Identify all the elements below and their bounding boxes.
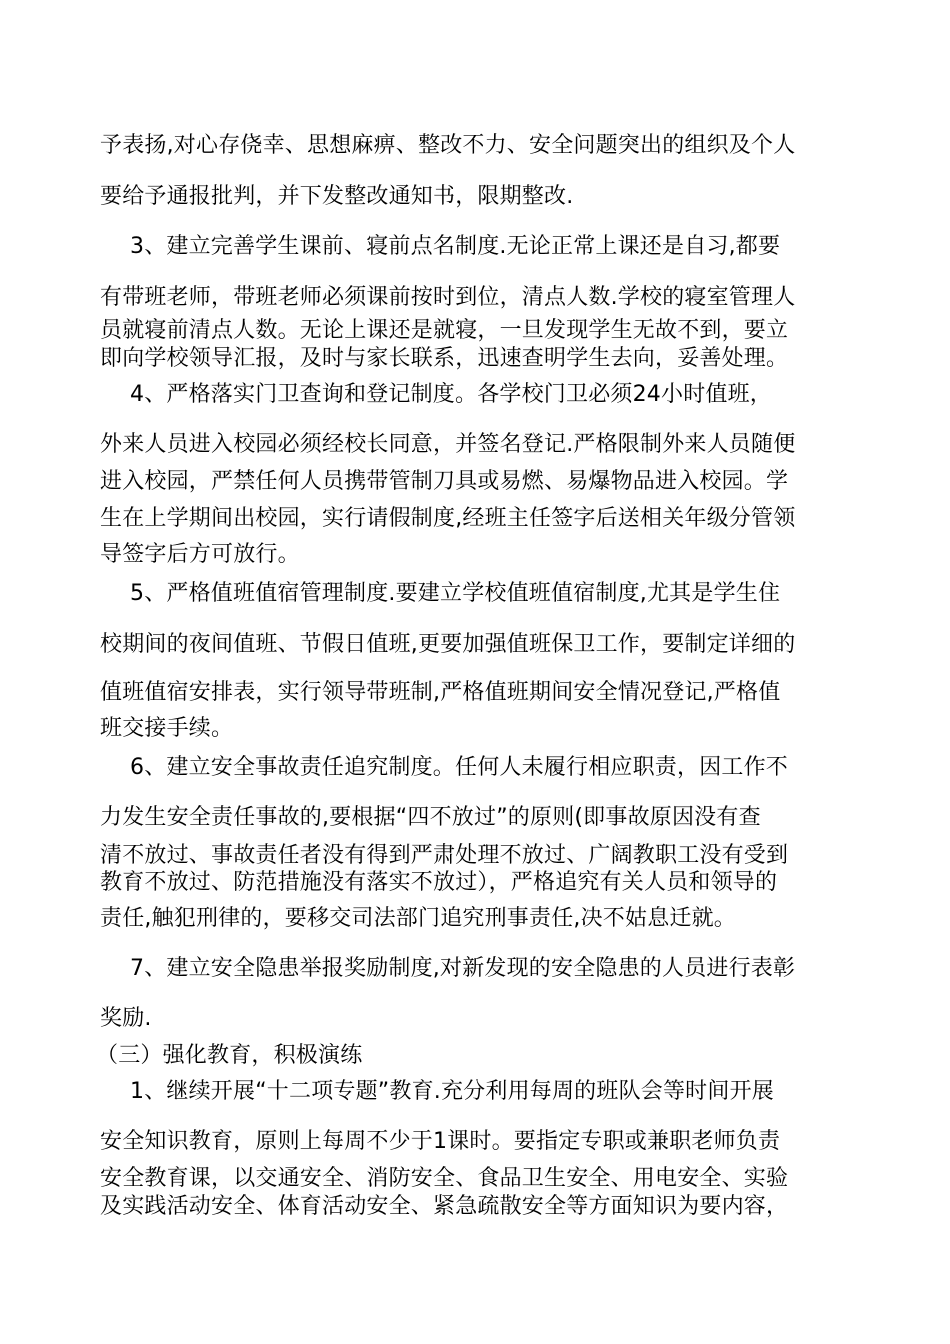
text-line: 责任,触犯刑律的，要移交司法部门追究刑事责任,决不姑息迁就。 — [100, 906, 736, 931]
text-line: 力发生安全责任事故的,要根据“四不放过”的原则(即事故原因没有查 — [100, 805, 761, 830]
text-line: 值班值宿安排表，实行领导带班制,严格值班期间安全情况登记,严格值 — [100, 680, 781, 705]
text-line: 奖励. — [100, 1006, 152, 1031]
text-line: 予表扬,对心存侥幸、思想麻痹、整改不力、安全问题突出的组织及个人 — [100, 133, 796, 158]
text-line: 要给予通报批判，并下发整改通知书，限期整改. — [100, 184, 574, 209]
text-line: 安全知识教育，原则上每周不少于1课时。要指定专职或兼职老师负责 — [100, 1129, 781, 1154]
text-line: 7、建立安全隐患举报奖励制度,对新发现的安全隐患的人员进行表彰 — [130, 956, 796, 981]
text-line: 清不放过、事故责任者没有得到严肃处理不放过、广阔教职工没有受到 — [100, 843, 789, 868]
text-line: 教育不放过、防范措施没有落实不放过），严格追究有关人员和领导的 — [100, 870, 778, 895]
text-line: 生在上学期间出校园，实行请假制度,经班主任签字后送相关年级分管领 — [100, 506, 796, 531]
text-line: 1、继续开展“十二项专题”教育.充分利用每周的班队会等时间开展 — [130, 1079, 774, 1104]
text-line: 及实践活动安全、体育活动安全、紧急疏散安全等方面知识为要内容， — [100, 1194, 789, 1219]
section-heading: （三）强化教育，积极演练 — [96, 1043, 363, 1068]
text-line: 5、严格值班值宿管理制度.要建立学校值班值宿制度,尤其是学生住 — [130, 581, 781, 606]
text-line: 有带班老师，带班老师必须课前按时到位，清点人数.学校的寝室管理人 — [100, 285, 796, 310]
text-line: 班交接手续。 — [100, 716, 234, 741]
text-line: 校期间的夜间值班、节假日值班,更要加强值班保卫工作，要制定详细的 — [100, 632, 796, 657]
text-line: 导签字后方可放行。 — [100, 542, 300, 567]
text-line: 安全教育课，以交通安全、消防安全、食品卫生安全、用电安全、实验 — [100, 1166, 789, 1191]
text-line: 4、严格落实门卫查询和登记制度。各学校门卫必须24小时值班， — [130, 382, 772, 407]
text-line: 3、建立完善学生课前、寝前点名制度.无论正常上课还是自习,都要 — [130, 234, 781, 259]
text-line: 6、建立安全事故责任追究制度。任何人未履行相应职责，因工作不 — [130, 755, 788, 780]
text-line: 外来人员进入校园必须经校长同意，并签名登记.严格限制外来人员随便 — [100, 432, 796, 457]
text-line: 员就寝前清点人数。无论上课还是就寝，一旦发现学生无故不到，要立 — [100, 318, 789, 343]
text-line: 进入校园，严禁任何人员携带管制刀具或易燃、易爆物品进入校园。学 — [100, 469, 789, 494]
text-line: 即向学校领导汇报，及时与家长联系，迅速查明学生去向，妥善处理。 — [100, 346, 789, 371]
